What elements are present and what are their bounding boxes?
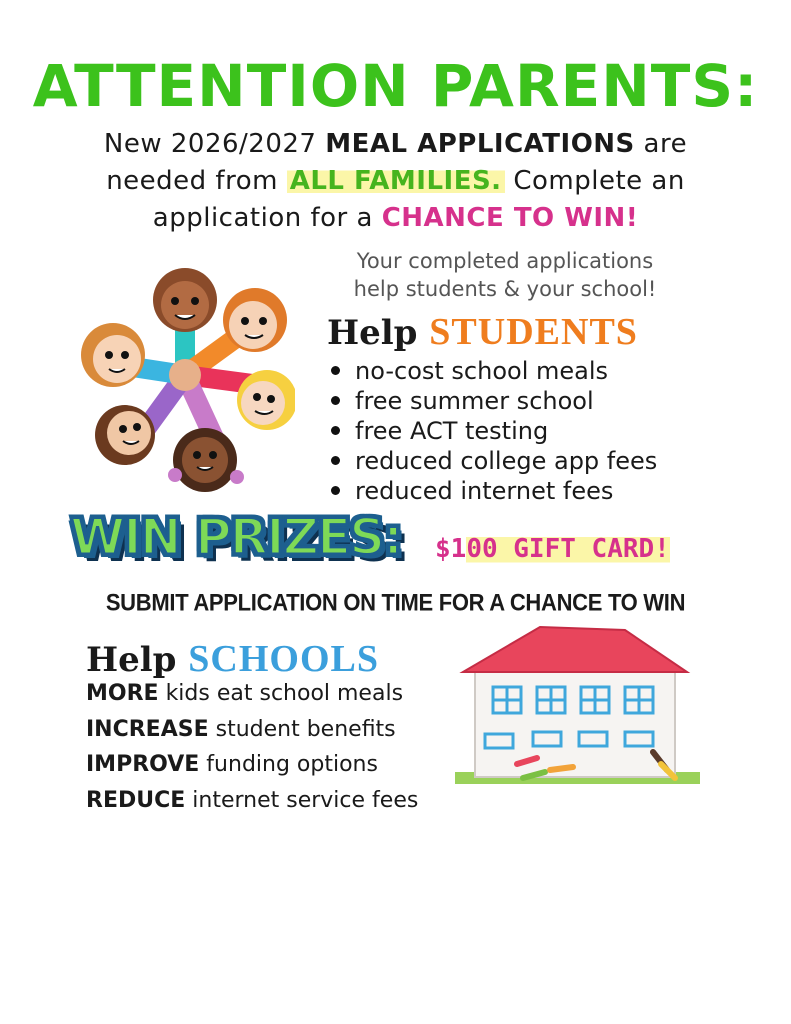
intro-line-3-pre: application for a	[152, 203, 382, 233]
help-schools-heading	[86, 637, 379, 681]
all-families-text: ALL FAMILIES.	[287, 166, 505, 196]
list-item-bold: IMPROVE	[86, 752, 200, 777]
subtitle	[300, 247, 710, 303]
list-item-text: internet service fees	[185, 787, 419, 813]
bullet-icon	[331, 396, 340, 405]
student-benefits-list	[323, 356, 657, 506]
intro-line-2	[40, 163, 751, 200]
intro-line-2-pre: needed from	[106, 166, 287, 196]
gift-card-rest: 00 GIFT CARD!	[466, 534, 670, 564]
list-item-bold: INCREASE	[86, 716, 209, 742]
list-item-text: no-cost school meals	[355, 357, 609, 385]
intro-line-1-post: are	[634, 129, 688, 159]
list-item-text: free ACT testing	[355, 417, 549, 445]
bullet-icon	[331, 366, 340, 375]
list-item-text: free summer school	[355, 387, 594, 415]
schools-word: SCHOOLS	[188, 638, 380, 680]
page-title: ATTENTION PARENTS:	[32, 52, 759, 120]
list-item	[86, 783, 418, 819]
list-item	[86, 747, 418, 783]
help-word: Help	[327, 313, 418, 353]
win-prizes-heading: WIN PRIZES:	[70, 508, 402, 566]
bullet-icon	[331, 486, 340, 495]
intro-line-1	[40, 126, 751, 163]
list-item-text: funding options	[199, 752, 378, 777]
kids-circle-illustration	[75, 255, 295, 500]
gift-card-text	[435, 534, 670, 564]
list-item-bold: REDUCE	[86, 787, 186, 813]
list-item	[323, 356, 657, 386]
list-item	[323, 446, 657, 476]
help-students-heading	[327, 310, 638, 354]
list-item	[323, 476, 657, 506]
list-item	[323, 416, 657, 446]
list-item-text: kids eat school meals	[158, 681, 404, 706]
school-benefits-list	[86, 676, 418, 818]
intro-text	[40, 126, 751, 237]
intro-line-1-pre: New 2026/2027	[103, 129, 326, 159]
bullet-icon	[331, 456, 340, 465]
submit-notice: SUBMIT APPLICATION ON TIME FOR A CHANCE TO WIN	[105, 588, 686, 616]
subtitle-line-1: Your completed applications	[356, 249, 654, 273]
intro-line-2-post: Complete an	[504, 166, 685, 196]
list-item	[323, 386, 657, 416]
help-word: Help	[86, 640, 177, 680]
chance-to-win-text: CHANCE TO WIN!	[381, 203, 639, 233]
list-item-text: student benefits	[208, 716, 396, 742]
list-item	[86, 712, 418, 748]
list-item-text: reduced college app fees	[355, 447, 658, 475]
list-item	[86, 676, 418, 712]
subtitle-line-2: help students & your school!	[353, 277, 657, 301]
school-house-illustration	[455, 622, 700, 790]
gift-card-dollar: $1	[435, 534, 467, 564]
list-item-bold: MORE	[86, 681, 159, 706]
list-item-text: reduced internet fees	[355, 477, 614, 505]
bullet-icon	[331, 426, 340, 435]
intro-line-3	[40, 200, 751, 237]
students-word: STUDENTS	[429, 311, 638, 353]
meal-applications-text: MEAL APPLICATIONS	[325, 129, 635, 159]
